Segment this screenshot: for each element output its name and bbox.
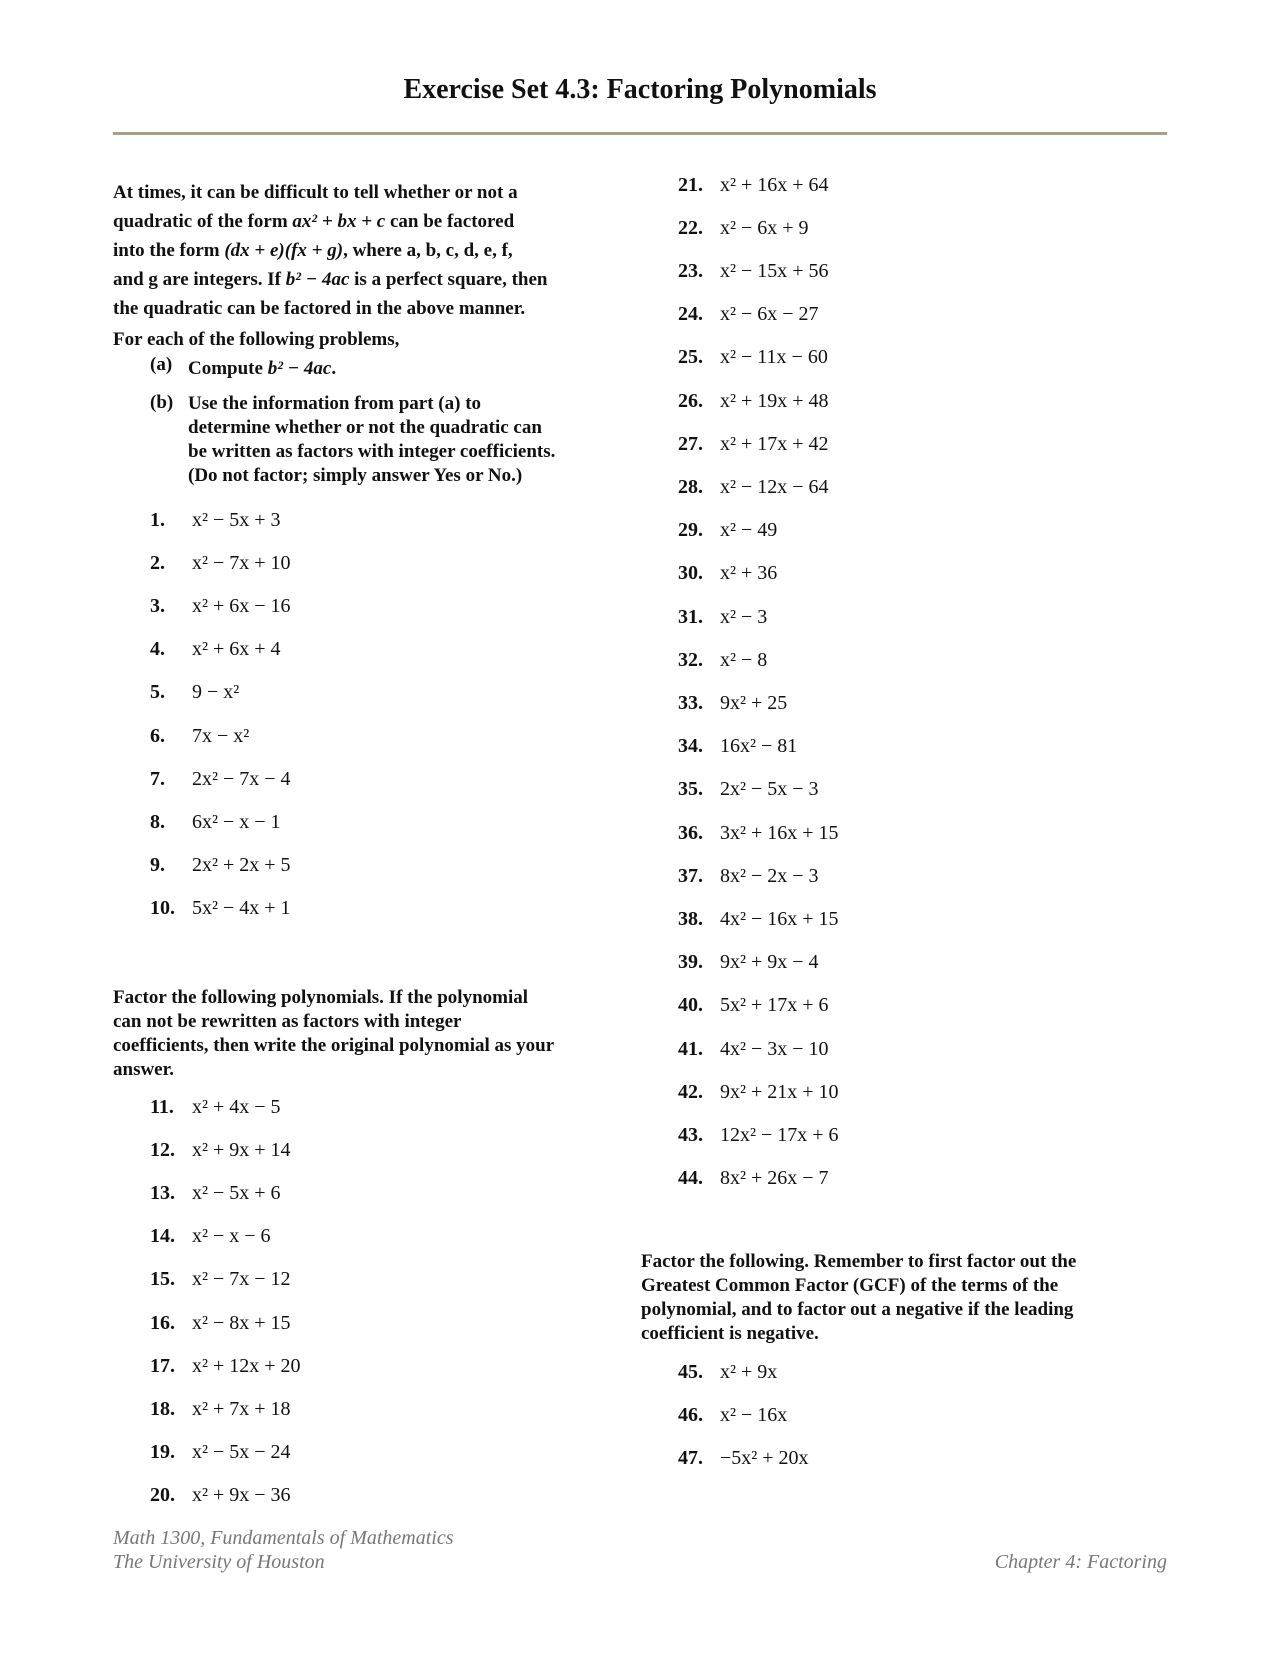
problem-item (678, 471, 829, 503)
problem-number: 36. (678, 821, 703, 844)
problem-number: 8. (150, 810, 165, 833)
problem-expression: x² + 6x − 16 (192, 594, 291, 617)
problem-item (150, 590, 291, 622)
problem-expression: x² − 7x + 10 (192, 551, 291, 574)
problem-item (150, 1221, 271, 1253)
problem-item (678, 299, 819, 331)
problem-number: 39. (678, 951, 703, 974)
problem-expression: 6x² − x − 1 (192, 810, 281, 833)
problem-item (150, 1091, 281, 1123)
problem-item (678, 903, 839, 935)
discriminant-expr: b² − 4ac (267, 358, 332, 379)
problem-item (150, 1307, 291, 1339)
problem-item (150, 850, 291, 882)
problem-expression: x² + 6x + 4 (192, 638, 281, 661)
part-text: . (331, 358, 337, 379)
problem-item (678, 558, 777, 590)
problem-expression: x² + 16x + 64 (720, 173, 829, 196)
problem-number: 29. (678, 519, 703, 542)
problem-item (150, 720, 249, 752)
instruction-line: coefficients, then write the original polynomial as your (113, 1035, 555, 1056)
problem-number: 44. (678, 1167, 703, 1190)
problem-number: 9. (150, 854, 165, 877)
problem-number: 47. (678, 1446, 703, 1469)
problem-number: 31. (678, 605, 703, 628)
problem-number: 35. (678, 778, 703, 801)
problem-number: 22. (678, 216, 703, 239)
instruction-part-b (150, 392, 633, 488)
problem-expression: x² − 16x (720, 1403, 788, 1426)
intro-paragraph (113, 178, 633, 488)
problem-number: 16. (150, 1311, 175, 1334)
problem-item (678, 515, 777, 547)
problem-number: 23. (678, 259, 703, 282)
problem-expression: 4x² − 16x + 15 (720, 907, 839, 930)
problem-expression: x² − 12x − 64 (720, 475, 829, 498)
problem-expression: 9x² + 25 (720, 691, 788, 714)
problem-number: 41. (678, 1037, 703, 1060)
problem-expression: x² − 6x + 9 (720, 216, 809, 239)
problem-number: 12. (150, 1138, 175, 1161)
problem-expression: x² − 6x − 27 (720, 303, 819, 326)
problem-number: 30. (678, 562, 703, 585)
part-text: Compute (188, 358, 263, 379)
problem-number: 43. (678, 1123, 703, 1146)
problem-expression: x² − 7x − 12 (192, 1268, 291, 1291)
intro-line (113, 236, 633, 265)
instruction-line: answer. (113, 1059, 175, 1080)
problem-number: 18. (150, 1397, 175, 1420)
problem-number: 4. (150, 638, 165, 661)
problem-item (150, 806, 281, 838)
instruction-line: can not be rewritten as factors with integer (113, 1011, 462, 1032)
problem-item (150, 1437, 291, 1469)
problem-expression: x² − 8 (720, 648, 768, 671)
page-title: Exercise Set 4.3: Factoring Polynomials (403, 74, 877, 105)
intro-text: , where a, b, c, d, e, f, (343, 240, 513, 261)
problem-item (150, 1264, 291, 1296)
problem-number: 5. (150, 681, 165, 704)
problem-number: 37. (678, 864, 703, 887)
intro-line (113, 207, 633, 236)
problem-number: 20. (150, 1484, 175, 1507)
problem-expression: 5x² + 17x + 6 (720, 994, 829, 1017)
problem-item (150, 504, 281, 536)
part-text: Use the information from part (a) to (188, 393, 482, 414)
instruction-line: Factor the following. Remember to first factor out the (641, 1251, 1077, 1272)
problem-expression: 4x² − 3x − 10 (720, 1037, 829, 1060)
problem-item (678, 342, 828, 374)
problem-item (150, 1134, 291, 1166)
problem-item (678, 601, 767, 633)
section3-instructions (641, 1250, 1161, 1346)
problem-item (150, 634, 281, 666)
left-column (113, 178, 633, 1507)
part-text: determine whether or not the quadratic can (188, 417, 542, 438)
part-text: be written as factors with integer coefficients. (188, 441, 556, 462)
problem-expression: 9x² + 21x + 10 (720, 1080, 839, 1103)
problem-item (678, 947, 819, 979)
problem-item (678, 255, 829, 287)
problem-number: 40. (678, 994, 703, 1017)
problem-expression: x² + 19x + 48 (720, 389, 829, 412)
problem-expression: x² + 36 (720, 562, 778, 585)
problem-item (678, 731, 797, 763)
problem-number: 7. (150, 767, 165, 790)
problem-number: 3. (150, 594, 165, 617)
problem-item (150, 1393, 291, 1425)
problem-expression: x² + 7x + 18 (192, 1397, 291, 1420)
problem-expression: x² − 8x + 15 (192, 1311, 291, 1334)
problem-item (678, 860, 819, 892)
problem-expression: 16x² − 81 (720, 735, 798, 758)
problem-expression: x² − 15x + 56 (720, 259, 829, 282)
problem-expression: −5x² + 20x (720, 1446, 809, 1469)
footer-course: Math 1300, Fundamentals of Mathematics (113, 1527, 454, 1549)
intro-text: into the form (113, 240, 220, 261)
problem-item (150, 1350, 301, 1382)
instruction-line: Factor the following polynomials. If the polynomial (113, 987, 529, 1008)
problem-number: 38. (678, 907, 703, 930)
problem-item (150, 763, 291, 795)
problem-expression: 8x² + 26x − 7 (720, 1167, 829, 1190)
problem-number: 33. (678, 691, 703, 714)
problem-expression: x² − 3 (720, 605, 768, 628)
problem-expression: 12x² − 17x + 6 (720, 1123, 839, 1146)
problem-item (678, 1442, 809, 1474)
problem-number: 27. (678, 432, 703, 455)
problem-number: 24. (678, 303, 703, 326)
problem-number: 32. (678, 648, 703, 671)
problem-number: 2. (150, 551, 165, 574)
problem-item (678, 212, 809, 244)
discriminant-expr: b² − 4ac (285, 269, 350, 290)
problem-item (678, 1076, 839, 1108)
problem-number: 17. (150, 1354, 175, 1377)
problem-item (678, 1163, 829, 1195)
intro-text: quadratic of the form (113, 211, 288, 232)
problem-expression: 9x² + 9x − 4 (720, 951, 819, 974)
problem-item (678, 817, 839, 849)
problem-expression: 2x² + 2x + 5 (192, 854, 291, 877)
problem-number: 15. (150, 1268, 175, 1291)
problem-number: 45. (678, 1360, 703, 1383)
problem-item (150, 677, 239, 709)
intro-text: and g are integers. If (113, 269, 281, 290)
problem-number: 10. (150, 897, 175, 920)
problem-number: 28. (678, 475, 703, 498)
problem-item (678, 428, 829, 460)
instruction-line: polynomial, and to factor out a negative if the leading (641, 1299, 1074, 1320)
problem-number: 34. (678, 735, 703, 758)
intro-line: the quadratic can be factored in the above manner. (113, 298, 526, 319)
part-text: (Do not factor; simply answer Yes or No.) (188, 465, 523, 486)
instruction-part-a (150, 354, 633, 383)
problem-expression: 7x − x² (192, 724, 250, 747)
problem-number: 14. (150, 1225, 175, 1248)
problem-expression: x² + 12x + 20 (192, 1354, 301, 1377)
problem-expression: x² − x − 6 (192, 1225, 271, 1248)
problem-number: 26. (678, 389, 703, 412)
problem-item (678, 1119, 839, 1151)
intro-text: is a perfect square, then (354, 269, 548, 290)
problem-expression: x² + 9x + 14 (192, 1138, 291, 1161)
footer-chapter: Chapter 4: Factoring (994, 1551, 1167, 1573)
problem-item (150, 1480, 291, 1512)
problem-expression: x² − 5x − 24 (192, 1441, 291, 1464)
problem-number: 25. (678, 346, 703, 369)
problem-item (678, 687, 787, 719)
part-label: (b) (150, 392, 174, 413)
problem-item (678, 169, 829, 201)
problem-expression: 5x² − 4x + 1 (192, 897, 291, 920)
problem-expression: x² + 17x + 42 (720, 432, 829, 455)
problem-item (678, 774, 819, 806)
problem-number: 13. (150, 1181, 175, 1204)
problem-expression: 2x² − 5x − 3 (720, 778, 819, 801)
problem-expression: 8x² − 2x − 3 (720, 864, 819, 887)
problem-number: 11. (150, 1095, 174, 1118)
problem-number: 46. (678, 1403, 703, 1426)
problem-expression: x² − 5x + 6 (192, 1181, 281, 1204)
problem-expression: x² + 9x (720, 1360, 778, 1383)
intro-line: At times, it can be difficult to tell whether or not a (113, 182, 518, 203)
quadratic-form-expr: ax² + bx + c (292, 211, 386, 232)
problem-expression: 2x² − 7x − 4 (192, 767, 291, 790)
problem-item (150, 1177, 281, 1209)
factored-form-expr: (dx + e)(fx + g) (224, 240, 344, 261)
instruction-line: coefficient is negative. (641, 1323, 819, 1344)
problem-item (150, 547, 291, 579)
problem-number: 42. (678, 1080, 703, 1103)
problem-expression: x² − 5x + 3 (192, 508, 281, 531)
intro-line (113, 265, 633, 294)
problem-item (678, 1399, 787, 1431)
problem-item (678, 1033, 829, 1065)
problem-expression: 9 − x² (192, 681, 240, 704)
problem-item (678, 385, 829, 417)
problem-item (678, 990, 829, 1022)
intro-line: For each of the following problems, (113, 329, 400, 350)
intro-text: can be factored (389, 211, 515, 232)
problem-number: 1. (150, 508, 165, 531)
problem-expression: x² − 49 (720, 519, 778, 542)
problem-number: 6. (150, 724, 165, 747)
problem-expression: x² + 9x − 36 (192, 1484, 291, 1507)
problem-expression: x² + 4x − 5 (192, 1095, 281, 1118)
problem-number: 21. (678, 173, 703, 196)
section2-instructions (113, 986, 613, 1082)
problem-expression: x² − 11x − 60 (720, 346, 828, 369)
part-label: (a) (150, 354, 173, 375)
problem-expression: 3x² + 16x + 15 (720, 821, 839, 844)
problem-item (150, 893, 291, 925)
problem-number: 19. (150, 1441, 175, 1464)
problem-item (678, 1356, 777, 1388)
instruction-line: Greatest Common Factor (GCF) of the terms of the (641, 1275, 1059, 1296)
title-divider (113, 132, 1167, 135)
footer-university: The University of Houston (113, 1551, 325, 1573)
problem-item (678, 644, 767, 676)
